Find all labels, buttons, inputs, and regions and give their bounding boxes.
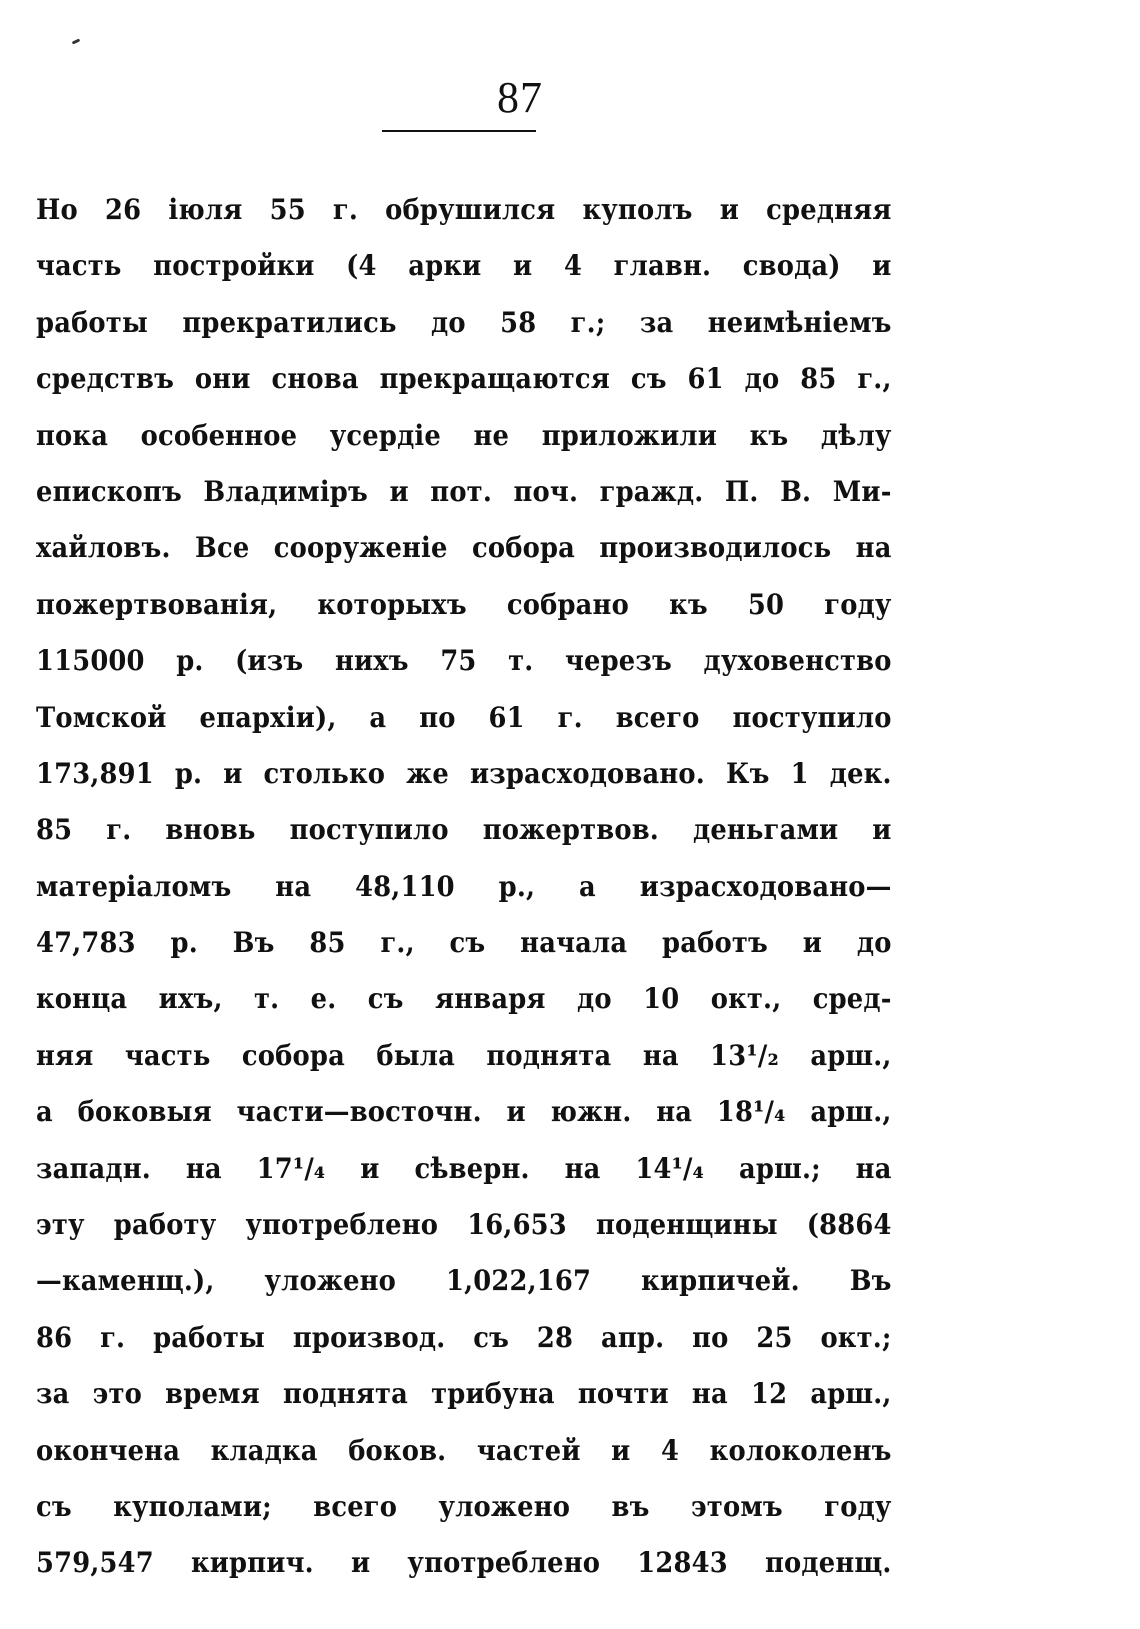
text-line: няя часть собора была поднята на 13¹/₂ арш., [36,1038,892,1072]
text-line: а боковыя части—восточн. и южн. на 18¹/₄ арш., [36,1095,892,1129]
page-number [0,73,1140,122]
text-line: конца ихъ, т. е. съ января до 10 окт., сред- [36,982,892,1016]
text-line: 115000 р. (изъ нихъ 75 т. черезъ духовенство [36,644,892,678]
text-line: работы прекратились до 58 г.; за неимѣніемъ [36,305,892,339]
text-line: 86 г. работы производ. съ 28 апр. по 25 окт.; [36,1320,892,1354]
text-line: пока особенное усердіе не приложили къ дѣлу [36,418,892,452]
text-line: 579,547 кирпич. и употреблено 12843 поденщ. [36,1546,892,1580]
text-line: съ куполами; всего уложено въ этомъ году [36,1489,892,1523]
header-rule [382,130,536,132]
text-line: епископъ Владиміръ и пот. поч. гражд. П. В. Ми- [36,474,892,508]
text-line: эту работу употреблено 16,653 поденщины (8864 [36,1208,892,1242]
ink-mark [72,38,81,44]
text-line: средствъ они снова прекращаются съ 61 до 85 г., [36,362,892,396]
text-line: окончена кладка боков. частей и 4 колоколенъ [36,1433,892,1467]
text-line: матеріаломъ на 48,110 р., а израсходовано— [36,869,892,903]
text-line: 47,783 р. Въ 85 г., съ начала работъ и до [36,926,892,960]
text-line: за это время поднята трибуна почти на 12 арш., [36,1377,892,1411]
text-line: 85 г. вновь поступило пожертвов. деньгами и [36,813,892,847]
body-text [36,182,892,1592]
text-line: западн. на 17¹/₄ и сѣверн. на 14¹/₄ арш.; на [36,1151,892,1185]
text-line: Но 26 іюля 55 г. обрушился куполъ и средняя [36,193,892,226]
text-line: часть постройки (4 арки и 4 главн. свода) и [36,249,892,283]
text-line: пожертвованія, которыхъ собрано къ 50 году [36,587,892,621]
text-line: 173,891 р. и столько же израсходовано. Къ 1 дек. [36,756,892,790]
text-line: —каменщ.), уложено 1,022,167 кирпичей. Въ [36,1264,892,1298]
text-line: хайловъ. Все сооруженіе собора производилось на [36,531,892,565]
page-number-text: 87 [497,73,543,122]
text-line: Томской епархіи), а по 61 г. всего поступило [36,700,892,734]
